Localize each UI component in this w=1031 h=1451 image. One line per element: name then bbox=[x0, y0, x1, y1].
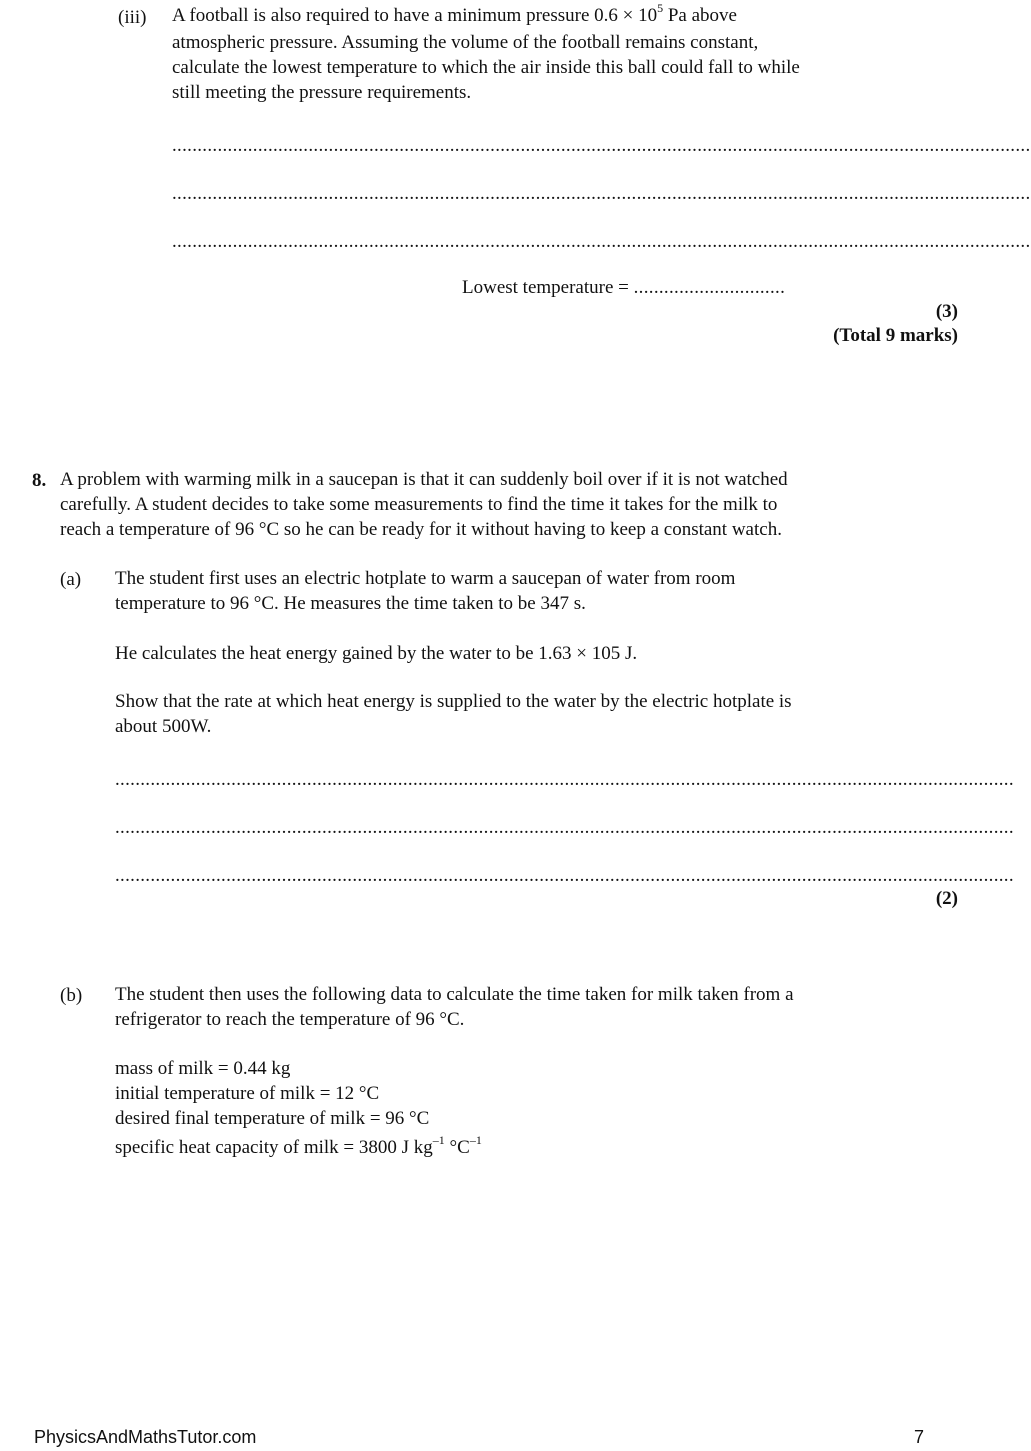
footer-site: PhysicsAndMathsTutor.com bbox=[34, 1427, 257, 1447]
question-number: 8. bbox=[32, 470, 47, 491]
answer-line[interactable]: .................................................................................................................................................................................. bbox=[115, 865, 1014, 886]
answer-label: Lowest temperature = bbox=[462, 277, 634, 298]
marks: (2) bbox=[935, 888, 958, 909]
marks: (3) bbox=[935, 301, 958, 322]
page-number: 7 bbox=[913, 1427, 924, 1447]
part-a-text: The student first uses an electric hotplate to warm a saucepan of water from room temperature to 96 °C. He measures the time taken to be 347 s. bbox=[115, 568, 736, 614]
part-a-text: Show that the rate at which heat energy is supplied to the water by the electric hotplate is about 500W. bbox=[115, 691, 792, 737]
question-text: A football is also required to have a minimum pressure $0.6 \times 10^5$ Pa above atmospheric pressure. Assuming the volume of the football remains constant, calculate the lowest temperature to which the air inside this ball could fall to while still meeting the pressure requirements. bbox=[172, 1, 800, 103]
answer-line[interactable]: .................................................................................................................................................................................. bbox=[115, 769, 1014, 790]
part-a-text: He calculates the heat energy gained by the water to be 1.63 × 105 J. bbox=[115, 643, 638, 664]
part-b-text: The student then uses the following data to calculate the time taken for milk taken from a refrigerator to reach the temperature of 96 °C. bbox=[115, 984, 794, 1030]
answer-field[interactable]: Lowest temperature = .............................. bbox=[462, 277, 786, 298]
answer-line[interactable]: .......................................................................................................................................................................... bbox=[172, 231, 1031, 252]
total-marks: (Total 9 marks) bbox=[833, 325, 958, 346]
part-label: (b) bbox=[60, 985, 83, 1006]
question-intro: A problem with warming milk in a saucepan is that it can suddenly boil over if it is not watched carefully. A student decides to take some measurements to find the time it takes for the milk to reach a temperature of 96 °C so he can be ready for it without having to keep a constant watch. bbox=[60, 469, 788, 540]
subquestion-label: (iii) bbox=[118, 7, 147, 28]
data-list: mass of milk = 0.44 kg initial temperature of milk = 12 °C desired final temperature of milk = 96 °C specific heat capacity of milk = 3800 J $kg^{-1}$ $^\circ C^{-1}$ bbox=[115, 1058, 482, 1158]
part-label: (a) bbox=[60, 569, 82, 590]
answer-line[interactable]: .................................................................................................................................................................................. bbox=[115, 817, 1014, 838]
answer-line[interactable]: .......................................................................................................................................................................... bbox=[172, 183, 1031, 204]
answer-line[interactable]: .......................................................................................................................................................................... bbox=[172, 135, 1031, 156]
